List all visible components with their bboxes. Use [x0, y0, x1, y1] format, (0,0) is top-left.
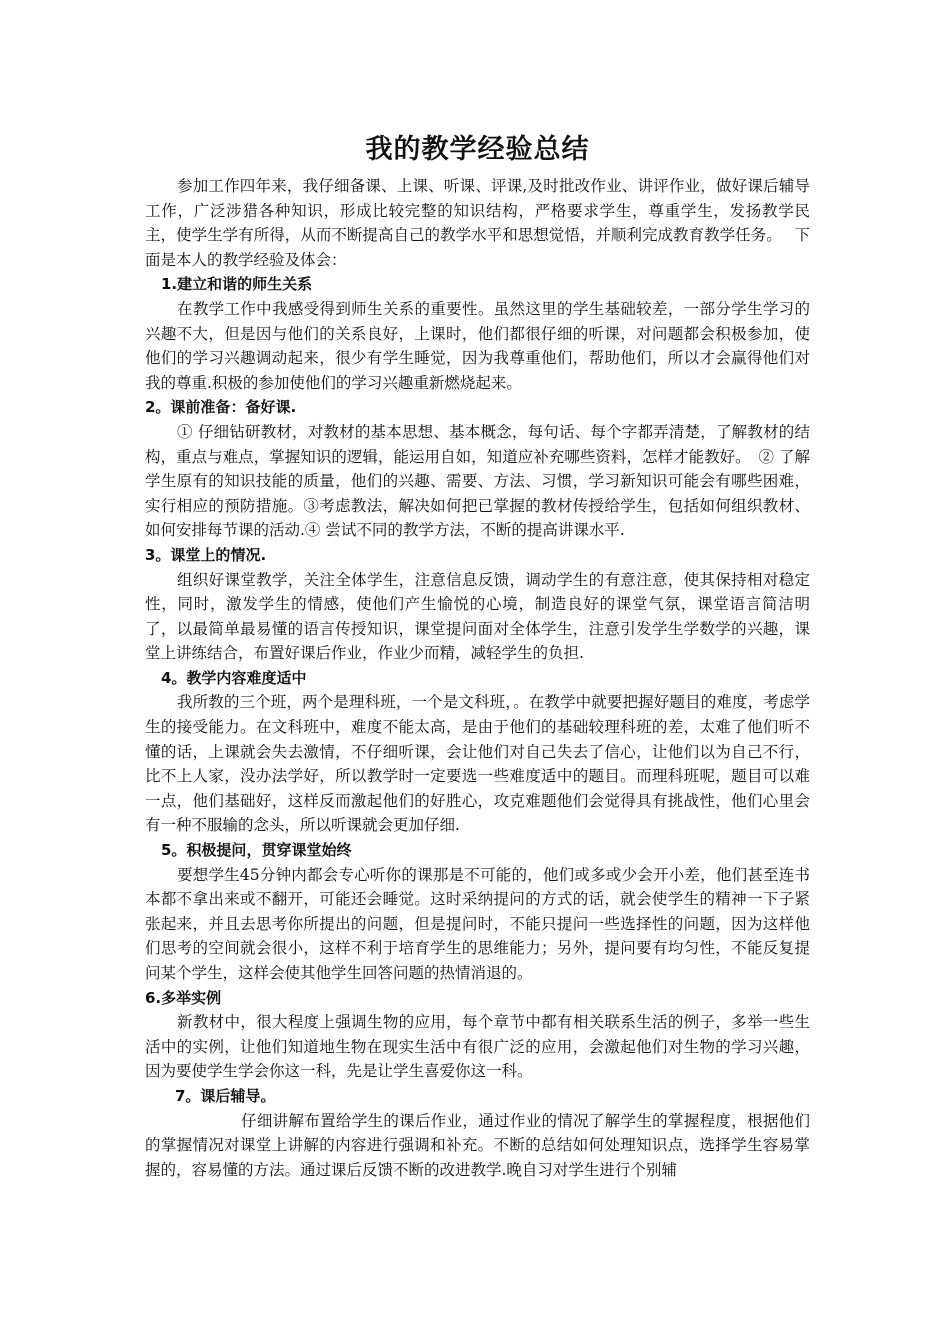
section-body-2: ① 仔细钻研教材，对教材的基本思想、基本概念，每句话、每个字都弄清楚，了解教材的结构，重点与难点，掌握知识的逻辑，能运用自如，知道应补充哪些资料，怎样才能教好。 ② 了解学生原有的知识技能的质量，他们的兴趣、需要、方法、习惯，学习新知识可能会有哪些困难，实行相应的预防措施。③考虑教法，解决如何把已掌握的教材传授给学生，包括如何组织教材、如何安排每节课的活动.④ 尝试不同的教学方法，不断的提高讲课水平.: [145, 422, 810, 540]
section-heading-7: 7。课后辅导。: [175, 1086, 276, 1105]
section-body-6: 新教材中，很大程度上强调生物的应用，每个章节中都有相关联系生活的例子，多举一些生活中的实例，让他们知道地生物在现实生活中有很广泛的应用，会激起他们对生物的学习兴趣，因为要使学生学会你这一科，先是让学生喜爱你这一科。: [145, 1013, 810, 1081]
section-body-1: 在教学工作中我感受得到师生关系的重要性。虽然这里的学生基础较差，一部分学生学习的兴趣不大，但是因与他们的关系良好，上课时，他们都很仔细的听课，对问题都会积极参加，使他们的学习兴趣调动起来，很少有学生睡觉，因为我尊重他们，帮助他们，所以才会赢得他们对我的尊重.积极的参加使他们的学习兴趣重新燃烧起来。: [145, 299, 810, 392]
section-body-5: 要想学生45分钟内都会专心听你的课那是不可能的，他们或多或少会开小差，他们甚至连书本都不拿出来或不翻开，可能还会睡觉。这时采纳提问的方式的话，就会使学生的精神一下子紧张起来，并且去思考你所提出的问题，但是提问时，不能只提问一些选择性的问题，因为这样他们思考的空间就会很小，这样不利于培育学生的思维能力；另外，提问要有均匀性，不能反复提问某个学生，这样会使其他学生回答问题的热情消退的。: [145, 865, 810, 982]
section-body-7: 仔细讲解布置给学生的课后作业，通过作业的情况了解学生的掌握程度，根据他们的掌握情况对课堂上讲解的内容进行强调和补充。不断的总结如何处理知识点，选择学生容易掌握的，容易懂的方法。通过课后反馈不断的改进教学.晚自习对学生进行个别辅: [145, 1111, 810, 1179]
intro-paragraph: 参加工作四年来，我仔细备课、上课、听课、评课,及时批改作业、讲评作业，做好课后辅导工作，广泛涉猎各种知识，形成比较完整的知识结构，严格要求学生，尊重学生，发扬教学民主，使学生学有所得，从而不断提高自己的教学水平和思想觉悟，并顺利完成教育教学任务。 下面是本人的教学经验及体会：: [145, 177, 810, 269]
section-heading-1: 1.建立和谐的师生关系: [161, 275, 313, 294]
document-page: [145, 130, 810, 1182]
section-heading-6: 6.多举实例: [145, 988, 222, 1007]
section-heading-4: 4。教学内容难度适中: [161, 668, 307, 687]
document-title: 我的教学经验总结: [365, 134, 590, 165]
section-body-3: 组织好课堂教学，关注全体学生，注意信息反馈，调动学生的有意注意，使其保持相对稳定性，同时，激发学生的情感，使他们产生愉悦的心境，制造良好的课堂气氛，课堂语言简洁明了，以最简单最易懂的语言传授知识，课堂提问面对全体学生，注意引发学生学数学的兴趣，课堂上讲练结合，布置好课后作业，作业少而精，减轻学生的负担.: [145, 570, 810, 663]
section-body-4: 我所教的三个班，两个是理科班，一个是文科班，。在教学中就要把握好题目的难度，考虑学生的接受能力。在文科班中，难度不能太高，是由于他们的基础较理科班的差，太难了他们听不懂的话，上课就会失去激情，不仔细听课，会让他们对自己失去了信心，让他们以为自己不行，比不上人家，没办法学好，所以教学时一定要选一些难度适中的题目。而理科班呢，题目可以难一点，他们基础好，这样反而激起他们的好胜心，攻克难题他们会觉得具有挑战性，他们心里会有一种不服输的念头，所以听课就会更加仔细.: [145, 693, 810, 835]
section-heading-5: 5。积极提问，贯穿课堂始终: [161, 841, 352, 860]
section-heading-3: 3。课堂上的情况.: [145, 545, 267, 564]
section-heading-2: 2。课前准备：备好课.: [145, 398, 297, 417]
